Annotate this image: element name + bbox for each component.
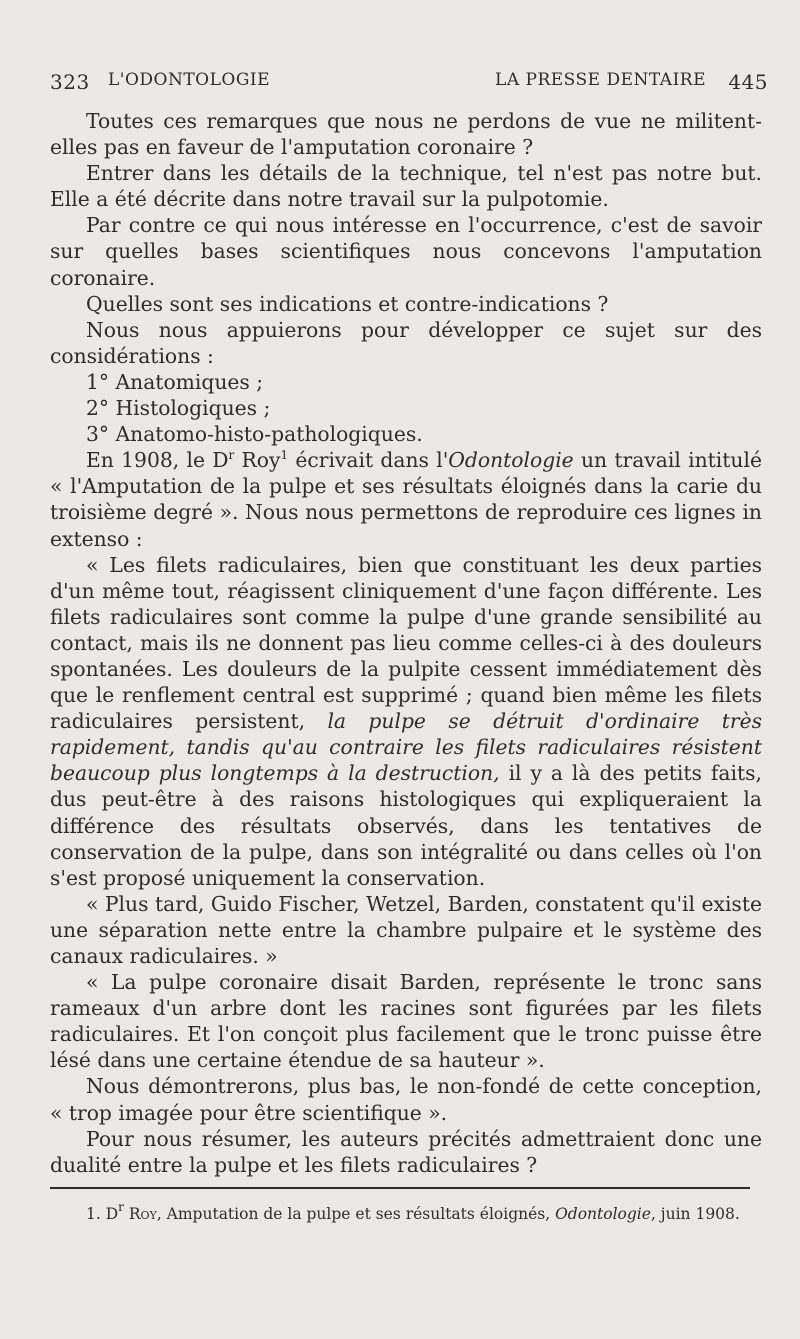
paragraph: « Plus tard, Guido Fischer, Wetzel, Barden, constatent qu'il existe une séparation nette entre la chambre pulpaire et le système des canaux radiculaires. »: [50, 891, 762, 968]
text-run: écrivait dans l': [288, 448, 449, 473]
superscript: r: [118, 1200, 124, 1214]
author-name: Roy: [128, 1205, 157, 1223]
journal-name: Odontologie: [555, 1205, 651, 1223]
paragraph: Quelles sont ses indications et contre-indications ?: [86, 291, 609, 316]
journal-title-right: LA PRESSE DENTAIRE: [495, 70, 706, 90]
page-number-left: 323: [50, 70, 90, 94]
paragraph: Pour nous résumer, les auteurs précités admettraient donc une dualité entre la pulpe et les filets radiculaires ?: [50, 1126, 762, 1177]
text-run: En 1908, le D: [86, 448, 229, 473]
page-number-right: 445: [728, 70, 768, 94]
list-item: 3° Anatomo-histo-pathologiques.: [86, 422, 423, 447]
footnote-number: 1.: [86, 1205, 101, 1223]
superscript: r: [228, 448, 235, 463]
running-header: [50, 70, 768, 100]
footnote: [86, 1200, 760, 1225]
journal-name: Odontologie: [448, 448, 574, 473]
text-run: il y a là des petits faits, dus peut-être à des raisons histologiques qui expliqueraient la différence des résultats observés, dans les tentatives de conservation de la pulpe, dans son intégralité ou dans celles où l'on s'est proposé uniquement la conservation.: [50, 761, 762, 890]
italic-emphasis: la pulpe se détruit d'ordinaire très rapidement, tandis qu'au contraire les filets radiculaires résistent beaucoup plus longtemps à la destruction,: [50, 709, 762, 786]
body-text: [50, 108, 762, 1178]
text-run: « Les filets radiculaires, bien que constituant les deux parties d'un même tout, réagissent cliniquement d'une façon différente. Les filets radiculaires sont comme la pulpe d'une grande sensibilité au contact, mais ils ne donnent pas lieu comme celles-ci à des douleurs spontanées. Les douleurs de la pulpite cessent immédiatement dès que le renflement central est supprimé ; quand bien même les filets radiculaires persistent,: [50, 552, 762, 734]
paragraph: « La pulpe coronaire disait Barden, représente le tronc sans rameaux d'un arbre dont les racines sont figurées par les filets radiculaires. Et l'on conçoit plus facilement que le tronc puisse être lésé dans une certaine étendue de sa hauteur ».: [50, 970, 762, 1073]
paragraph: Par contre ce qui nous intéresse en l'occurrence, c'est de savoir sur quelles bases scientifiques nous concevons l'amputation coronaire.: [50, 213, 762, 290]
footnote-marker: 1: [280, 448, 289, 463]
text-run: , juin 1908.: [650, 1205, 740, 1223]
text-run: D: [105, 1205, 119, 1223]
paragraph: Entrer dans les détails de la technique, tel n'est pas notre but. Elle a été décrite dans notre travail sur la pulpotomie.: [50, 161, 762, 212]
paragraph: Nous démontrerons, plus bas, le non-fondé de cette conception, « trop imagée pour être scientifique ».: [50, 1074, 762, 1125]
footnote-rule: [50, 1187, 750, 1189]
paragraph: Nous nous appuierons pour développer ce sujet sur des considérations :: [50, 317, 762, 368]
journal-title-left: L'ODONTOLOGIE: [108, 70, 271, 90]
text-run: Roy: [234, 448, 281, 473]
paragraph: Toutes ces remarques que nous ne perdons de vue ne militent-elles pas en faveur de l'amputation coronaire ?: [50, 109, 762, 160]
paragraph-roy: [50, 447, 762, 551]
text-run: un travail intitulé « l'Amputation de la pulpe et ses résultats éloignés dans la carie du troisième degré ». Nous nous permettons de reproduire ces lignes in extenso :: [50, 448, 762, 551]
list-item: 2° Histologiques ;: [86, 396, 271, 421]
text-run: , Amputation de la pulpe et ses résultats éloignés,: [156, 1205, 556, 1223]
quote-paragraph: [50, 552, 762, 891]
list-item: 1° Anatomiques ;: [86, 369, 264, 394]
